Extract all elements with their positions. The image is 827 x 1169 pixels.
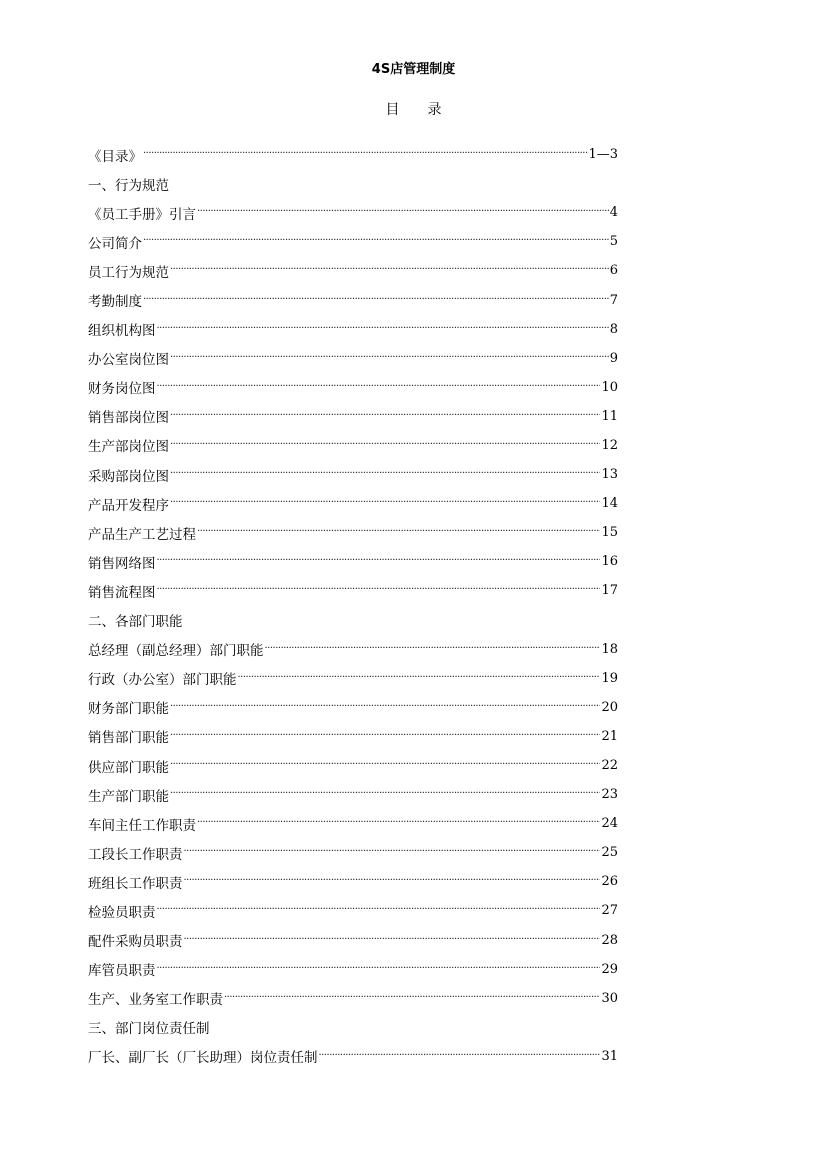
toc-entry-label: 产品生产工艺过程 bbox=[88, 526, 196, 543]
toc-entry[interactable] bbox=[88, 344, 618, 373]
toc-entry[interactable] bbox=[88, 576, 618, 605]
toc-entry-label: 考勤制度 bbox=[88, 294, 142, 311]
toc-entry[interactable] bbox=[88, 751, 618, 780]
toc-entry[interactable] bbox=[88, 547, 618, 576]
toc-page-number: 22 bbox=[601, 758, 618, 774]
toc-page-number: 30 bbox=[601, 990, 618, 1006]
toc-entry-label: 总经理（副总经理）部门职能 bbox=[88, 643, 264, 660]
dot-leader bbox=[170, 264, 609, 275]
toc-page-number: 4 bbox=[609, 205, 618, 221]
toc-entry-label: 员工行为规范 bbox=[88, 264, 169, 281]
toc-entry-label: 班组长工作职责 bbox=[88, 875, 183, 892]
toc-entry[interactable] bbox=[88, 285, 618, 314]
toc-entry[interactable] bbox=[88, 809, 618, 838]
dot-leader bbox=[157, 381, 601, 392]
toc-entry[interactable] bbox=[88, 373, 618, 402]
toc-entry[interactable] bbox=[88, 838, 618, 867]
dot-leader bbox=[265, 643, 601, 654]
toc-entry[interactable] bbox=[88, 431, 618, 460]
dot-leader bbox=[238, 672, 601, 683]
toc-section-heading[interactable] bbox=[88, 606, 618, 635]
toc-entry[interactable] bbox=[88, 460, 618, 489]
dot-leader bbox=[157, 904, 601, 915]
toc-entry-label: 采购部岗位图 bbox=[88, 468, 169, 485]
toc-entry[interactable] bbox=[88, 635, 618, 664]
toc-entry[interactable] bbox=[88, 722, 618, 751]
dot-leader bbox=[170, 730, 600, 741]
toc-page-number: 31 bbox=[601, 1048, 618, 1064]
toc-entry[interactable] bbox=[88, 693, 618, 722]
toc-entry[interactable] bbox=[88, 780, 618, 809]
toc-entry[interactable] bbox=[88, 140, 618, 169]
toc-page-number: 19 bbox=[601, 670, 618, 686]
toc-heading: 目 录 bbox=[385, 102, 442, 118]
toc-page-number: 24 bbox=[601, 816, 618, 832]
toc-page-number: 8 bbox=[609, 321, 618, 337]
toc-entry[interactable] bbox=[88, 955, 618, 984]
toc-entry-label: 办公室岗位图 bbox=[88, 352, 169, 369]
toc-entry[interactable] bbox=[88, 256, 618, 285]
dot-leader bbox=[224, 992, 600, 1003]
dot-leader bbox=[170, 439, 600, 450]
document-title: 4S店管理制度 bbox=[371, 62, 456, 77]
toc-entry[interactable] bbox=[88, 1042, 618, 1071]
toc-page-number: 18 bbox=[601, 641, 618, 657]
toc-entry[interactable] bbox=[88, 867, 618, 896]
toc-page-number: 16 bbox=[601, 554, 618, 570]
toc-page-number: 29 bbox=[601, 961, 618, 977]
dot-leader bbox=[319, 1050, 601, 1061]
toc-entry-label: 《目录》 bbox=[88, 148, 142, 165]
dot-leader bbox=[170, 788, 600, 799]
toc-page-number: 1—3 bbox=[588, 147, 618, 163]
dot-leader bbox=[170, 352, 609, 363]
toc-entry-label: 生产部门职能 bbox=[88, 788, 169, 805]
dot-leader bbox=[157, 555, 601, 566]
toc-entry-label: 生产部岗位图 bbox=[88, 439, 169, 456]
dot-leader bbox=[184, 846, 601, 857]
toc-entry-label: 财务部门职能 bbox=[88, 701, 169, 718]
dot-leader bbox=[197, 526, 600, 537]
toc-page-number: 14 bbox=[601, 496, 618, 512]
toc-entry[interactable] bbox=[88, 315, 618, 344]
toc-entry[interactable] bbox=[88, 984, 618, 1013]
toc-page-number: 13 bbox=[601, 467, 618, 483]
toc-entry[interactable] bbox=[88, 926, 618, 955]
toc-page-number: 28 bbox=[601, 932, 618, 948]
dot-leader bbox=[170, 410, 600, 421]
toc-entry-label: 车间主任工作职责 bbox=[88, 817, 196, 834]
toc-page-number: 7 bbox=[609, 292, 618, 308]
toc-page-number: 9 bbox=[609, 350, 618, 366]
toc-section-label: 二、各部门职能 bbox=[88, 614, 183, 631]
toc-entry[interactable] bbox=[88, 227, 618, 256]
toc-page-number: 26 bbox=[601, 874, 618, 890]
dot-leader bbox=[157, 963, 601, 974]
toc-page-number: 12 bbox=[601, 437, 618, 453]
toc-entry-label: 行政（办公室）部门职能 bbox=[88, 672, 237, 689]
toc-entry[interactable] bbox=[88, 402, 618, 431]
toc-section-heading[interactable] bbox=[88, 169, 618, 198]
dot-leader bbox=[170, 468, 600, 479]
table-of-contents bbox=[88, 140, 618, 1071]
toc-entry-label: 产品开发程序 bbox=[88, 497, 169, 514]
toc-page-number: 6 bbox=[609, 263, 618, 279]
dot-leader bbox=[170, 701, 600, 712]
toc-entry-label: 组织机构图 bbox=[88, 323, 156, 340]
dot-leader bbox=[184, 934, 601, 945]
toc-entry[interactable] bbox=[88, 664, 618, 693]
toc-entry-label: 供应部门职能 bbox=[88, 759, 169, 776]
toc-entry-label: 财务岗位图 bbox=[88, 381, 156, 398]
toc-entry-label: 厂长、副厂长（厂长助理）岗位责任制 bbox=[88, 1050, 318, 1067]
dot-leader bbox=[143, 294, 609, 305]
toc-entry-label: 公司简介 bbox=[88, 235, 142, 252]
toc-entry[interactable] bbox=[88, 198, 618, 227]
toc-entry[interactable] bbox=[88, 518, 618, 547]
toc-entry-label: 销售流程图 bbox=[88, 584, 156, 601]
dot-leader bbox=[157, 584, 601, 595]
toc-page-number: 21 bbox=[601, 728, 618, 744]
toc-section-label: 一、行为规范 bbox=[88, 177, 169, 194]
dot-leader bbox=[184, 875, 601, 886]
toc-entry-label: 检验员职责 bbox=[88, 904, 156, 921]
toc-page-number: 17 bbox=[601, 583, 618, 599]
dot-leader bbox=[143, 235, 609, 246]
toc-entry-label: 生产、业务室工作职责 bbox=[88, 992, 223, 1009]
toc-section-heading[interactable] bbox=[88, 1013, 618, 1042]
toc-page-number: 27 bbox=[601, 903, 618, 919]
toc-page-number: 10 bbox=[601, 379, 618, 395]
toc-entry-label: 销售部门职能 bbox=[88, 730, 169, 747]
dot-leader bbox=[197, 206, 609, 217]
dot-leader bbox=[143, 148, 587, 159]
toc-entry-label: 工段长工作职责 bbox=[88, 846, 183, 863]
dot-leader bbox=[157, 323, 609, 334]
dot-leader bbox=[170, 759, 600, 770]
toc-entry[interactable] bbox=[88, 489, 618, 518]
toc-page-number: 20 bbox=[601, 699, 618, 715]
toc-page-number: 15 bbox=[601, 525, 618, 541]
toc-entry-label: 配件采购员职责 bbox=[88, 934, 183, 951]
toc-page-number: 23 bbox=[601, 787, 618, 803]
toc-entry-label: 《员工手册》引言 bbox=[88, 206, 196, 223]
toc-section-label: 三、部门岗位责任制 bbox=[88, 1021, 210, 1038]
toc-page-number: 25 bbox=[601, 845, 618, 861]
toc-page-number: 11 bbox=[601, 408, 618, 424]
toc-entry-label: 销售网络图 bbox=[88, 555, 156, 572]
toc-page-number: 5 bbox=[609, 234, 618, 250]
dot-leader bbox=[197, 817, 600, 828]
toc-entry[interactable] bbox=[88, 896, 618, 925]
toc-entry-label: 销售部岗位图 bbox=[88, 410, 169, 427]
toc-entry-label: 库管员职责 bbox=[88, 963, 156, 980]
dot-leader bbox=[170, 497, 600, 508]
